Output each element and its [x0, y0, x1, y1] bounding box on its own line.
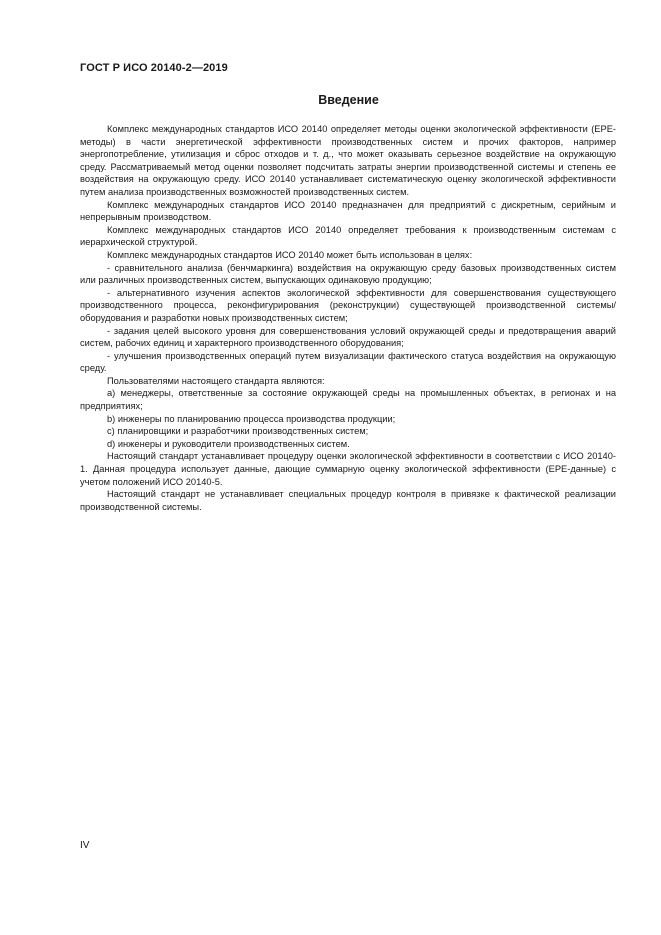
list-item: - задания целей высокого уровня для совершенствования условий окружающей среды и предотвращения аварий систем, рабочих единиц и характерного производственного оборудования; [80, 325, 616, 349]
list-item: - альтернативного изучения аспектов экологической эффективности для совершенствования существующего производственного процесса, реконфигурирования (реконструкции) существующей производственной системы/оборудования и разработки новых производственных систем; [80, 287, 616, 323]
list-item: - улучшения производственных операций путем визуализации фактического статуса воздействия на окружающую среду. [80, 350, 616, 374]
list-item: a) менеджеры, ответственные за состояние окружающей среды на промышленных объектах, в регионах и на предприятиях; [80, 388, 616, 412]
paragraph: Комплекс международных стандартов ИСО 20140 предназначен для предприятий с дискретным, серийным и непрерывным производством. [80, 199, 616, 223]
list-item: d) инженеры и руководители производственных систем. [107, 438, 350, 449]
list-item: - сравнительного анализа (бенчмаркинга) воздействия на окружающую среду базовых производственных систем или различных производственных систем, выпускающих одинаковую продукцию; [80, 262, 616, 286]
paragraph: Комплекс международных стандартов ИСО 20140 может быть использован в целях: [107, 249, 473, 260]
paragraph: Комплекс международных стандартов ИСО 20140 определяет методы оценки экологической эффективности (ЕРЕ-методы) в части энергетической эффективности производственных систем и прочих факторов, например энергопотребление, утилизация и сброс отходов и т. д., что может оказывать серьезное воздействие на окружающую среду. Рассматриваемый метод оценки позволяет подсчитать затраты энергии производственной системы и степень ее воздействия на окружающую среду. ИСО 20140 устанавливает систематическую оценку экологической эффективности путем анализа производственных возможностей производственных систем. [80, 124, 616, 197]
list-item: b) инженеры по планированию процесса производства продукции; [107, 413, 396, 424]
page-number: IV [80, 840, 90, 851]
paragraph: Настоящий стандарт устанавливает процедуру оценки экологической эффективности в соответствии с ИСО 20140-1. Данная процедура использует данные, дающие суммарную оценку экологической эффективности (ЕРЕ-данные) с учетом положений ИСО 20140-5. [80, 451, 616, 487]
document-code: ГОСТ Р ИСО 20140-2—2019 [80, 62, 228, 74]
paragraph: Настоящий стандарт не устанавливает специальных процедур контроля в привязке к фактической реализации производственной системы. [80, 489, 616, 512]
document-body [80, 123, 616, 513]
paragraph: Пользователями настоящего стандарта являются: [107, 375, 325, 386]
paragraph: Комплекс международных стандартов ИСО 20140 определяет требования к производственным системам с иерархической структурой. [80, 224, 616, 248]
list-item: c) планировщики и разработчики производственных систем; [107, 426, 369, 437]
section-title: Введение [318, 93, 379, 107]
